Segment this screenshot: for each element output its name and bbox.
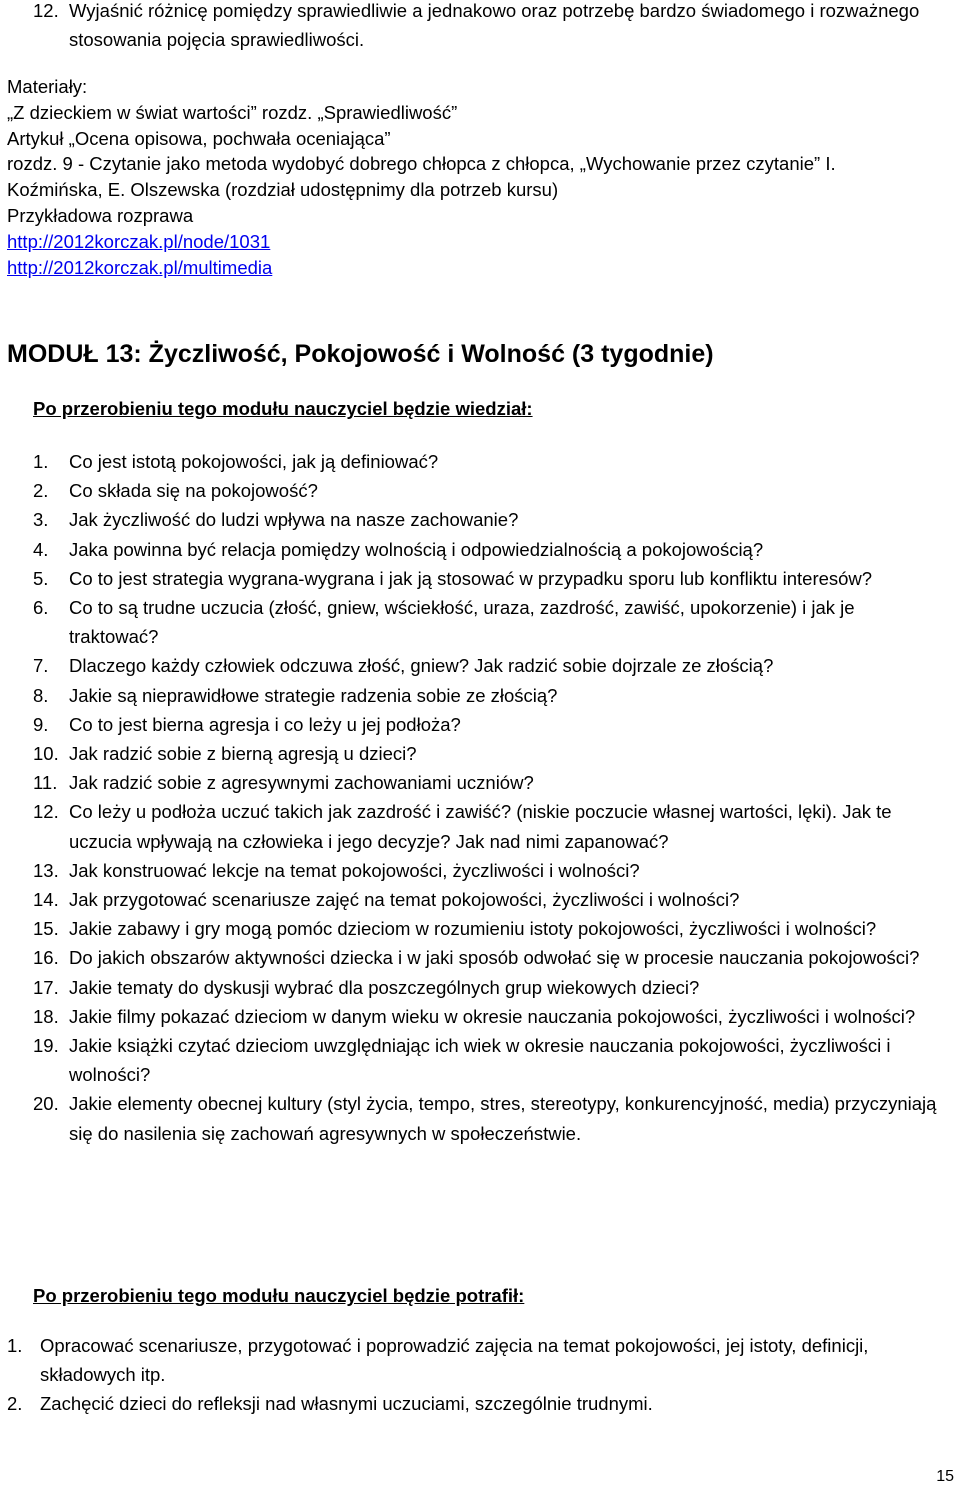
list-item-text: Jakie książki czytać dzieciom uwzględniając ich wiek w okresie nauczania pokojowości, życzliwości i wolności? bbox=[69, 1035, 891, 1086]
list-item-text: Jakie filmy pokazać dzieciom w danym wieku w okresie nauczania pokojowości, życzliwości i wolności? bbox=[69, 1005, 916, 1027]
list-item-number: 6. bbox=[33, 597, 49, 619]
materials-line: Artykuł „Ocena opisowa, pochwała oceniająca” bbox=[7, 127, 391, 149]
list-item bbox=[33, 1031, 948, 1089]
module-title: MODUŁ 13: Życzliwość, Pokojowość i Wolność (3 tygodnie) bbox=[7, 340, 714, 368]
list-item bbox=[33, 447, 948, 476]
list-item bbox=[33, 856, 948, 885]
list-item-number: 4. bbox=[33, 538, 49, 560]
list-item-number: 12. bbox=[33, 801, 59, 823]
list-item-number: 5. bbox=[33, 567, 49, 589]
page-number: 15 bbox=[936, 1468, 954, 1485]
skills-list bbox=[0, 1331, 960, 1419]
list-item-number: 1. bbox=[33, 451, 49, 472]
list-item-text: Co jest istotą pokojowości, jak ją definiować? bbox=[69, 451, 439, 472]
list-item bbox=[33, 651, 948, 680]
list-item bbox=[33, 943, 948, 972]
list-item bbox=[33, 535, 948, 564]
list-item bbox=[33, 564, 948, 593]
list-item-number: 14. bbox=[33, 889, 59, 911]
materials-line: Przykładowa rozprawa bbox=[7, 204, 194, 226]
list-item bbox=[33, 768, 948, 797]
list-item-text: Co leży u podłoża uczuć takich jak zazdrość i zawiść? (niskie poczucie własnej wartości, lęki). Jak te uczucia wpływają na człowieka i jego decyzje? Jak nad nimi zapanować? bbox=[69, 801, 892, 852]
list-item bbox=[33, 476, 948, 505]
list-item-text: Jakie są nieprawidłowe strategie radzenia sobie ze złością? bbox=[69, 684, 558, 706]
list-item bbox=[33, 973, 948, 1002]
list-item-text: Jak przygotować scenariusze zajęć na temat pokojowości, życzliwości i wolności? bbox=[69, 889, 740, 911]
list-item-number: 1. bbox=[7, 1335, 23, 1356]
list-item-number: 12. bbox=[33, 0, 59, 21]
list-item-number: 2. bbox=[33, 480, 49, 502]
link-node-1031[interactable]: http://2012korczak.pl/node/1031 bbox=[7, 230, 271, 252]
list-item bbox=[7, 1389, 937, 1418]
list-item bbox=[33, 593, 948, 651]
list-item-text: Zachęcić dzieci do refleksji nad własnymi uczuciami, szczególnie trudnymi. bbox=[40, 1393, 653, 1415]
list-item-number: 18. bbox=[33, 1005, 59, 1027]
list-item-text: Jakie zabawy i gry mogą pomóc dzieciom w rozumieniu istoty pokojowości, życzliwości i wolności? bbox=[69, 918, 877, 940]
list-item bbox=[33, 0, 948, 54]
list-item-number: 15. bbox=[33, 918, 59, 940]
link-multimedia[interactable]: http://2012korczak.pl/multimedia bbox=[7, 256, 273, 278]
list-item-text: Co to jest bierna agresja i co leży u jej podłoża? bbox=[69, 713, 461, 735]
materials-line: rozdz. 9 - Czytanie jako metoda wydobyć dobrego chłopca z chłopca, „Wychowanie przez czytanie” I. Koźmińska, E. Olszewska (rozdział udostępnimy dla potrzeb kursu) bbox=[7, 153, 836, 201]
list-item-text: Jakie elementy obecnej kultury (styl życia, tempo, stres, stereotypy, konkurencyjność, media) przyczyniają się do nasilenia się zachowań agresywnych w społeczeństwie. bbox=[69, 1093, 937, 1144]
list-item bbox=[33, 914, 948, 943]
list-item-number: 7. bbox=[33, 655, 49, 677]
list-item-text: Opracować scenariusze, przygotować i poprowadzić zajęcia na temat pokojowości, jej istoty, definicji, składowych itp. bbox=[40, 1335, 869, 1386]
list-item-number: 9. bbox=[33, 713, 49, 735]
list-item-number: 10. bbox=[33, 743, 59, 765]
list-item bbox=[7, 1331, 937, 1389]
list-item-number: 2. bbox=[7, 1393, 23, 1415]
materials-line: „Z dzieckiem w świat wartości” rozdz. „Sprawiedliwość” bbox=[7, 101, 458, 123]
list-item bbox=[33, 797, 948, 855]
skills-heading: Po przerobieniu tego modułu nauczyciel będzie potrafił: bbox=[33, 1285, 525, 1306]
materials-section bbox=[7, 74, 947, 280]
list-item-number: 19. bbox=[33, 1035, 59, 1057]
list-item-number: 8. bbox=[33, 684, 49, 706]
list-item-number: 13. bbox=[33, 859, 59, 881]
list-item-text: Jak radzić sobie z agresywnymi zachowaniami uczniów? bbox=[69, 772, 534, 794]
list-item-text: Jak życzliwość do ludzi wpływa na nasze zachowanie? bbox=[69, 509, 519, 531]
list-item-number: 16. bbox=[33, 947, 59, 969]
list-item bbox=[33, 739, 948, 768]
questions-list bbox=[0, 447, 960, 1148]
list-item-text: Do jakich obszarów aktywności dziecka i w jaki sposób odwołać się w procesie nauczania pokojowości? bbox=[69, 947, 920, 969]
list-item-text: Co to są trudne uczucia (złość, gniew, wściekłość, uraza, zazdrość, zawiść, upokorzenie) i jak je traktować? bbox=[69, 597, 855, 648]
list-item-text: Co to jest strategia wygrana-wygrana i jak ją stosować w przypadku sporu lub konfliktu interesów? bbox=[69, 567, 873, 589]
list-item bbox=[33, 1089, 948, 1147]
list-item-text: Jak radzić sobie z bierną agresją u dzieci? bbox=[69, 743, 417, 765]
list-item-text: Jak konstruować lekcje na temat pokojowości, życzliwości i wolności? bbox=[69, 859, 640, 881]
materials-label: Materiały: bbox=[7, 76, 88, 97]
list-item bbox=[33, 681, 948, 710]
list-item-text: Jaka powinna być relacja pomiędzy wolnością i odpowiedzialnością a pokojowością? bbox=[69, 538, 764, 560]
list-item-number: 17. bbox=[33, 976, 59, 998]
list-item bbox=[33, 710, 948, 739]
knowledge-heading: Po przerobieniu tego modułu nauczyciel będzie wiedział: bbox=[33, 398, 533, 419]
list-item bbox=[33, 1002, 948, 1031]
list-item-number: 20. bbox=[33, 1093, 59, 1115]
list-item-text: Jakie tematy do dyskusji wybrać dla poszczególnych grup wiekowych dzieci? bbox=[69, 976, 700, 998]
list-item-text: Wyjaśnić różnicę pomiędzy sprawiedliwie a jednakowo oraz potrzebę bardzo świadomego i rozważnego stosowania pojęcia sprawiedliwości. bbox=[69, 0, 920, 51]
list-item-number: 3. bbox=[33, 509, 49, 531]
list-item-text: Dlaczego każdy człowiek odczuwa złość, gniew? Jak radzić sobie dojrzale ze złością? bbox=[69, 655, 774, 677]
list-item bbox=[33, 505, 948, 534]
list-item-number: 11. bbox=[33, 772, 58, 794]
list-item-text: Co składa się na pokojowość? bbox=[69, 480, 318, 502]
list-item bbox=[33, 885, 948, 914]
